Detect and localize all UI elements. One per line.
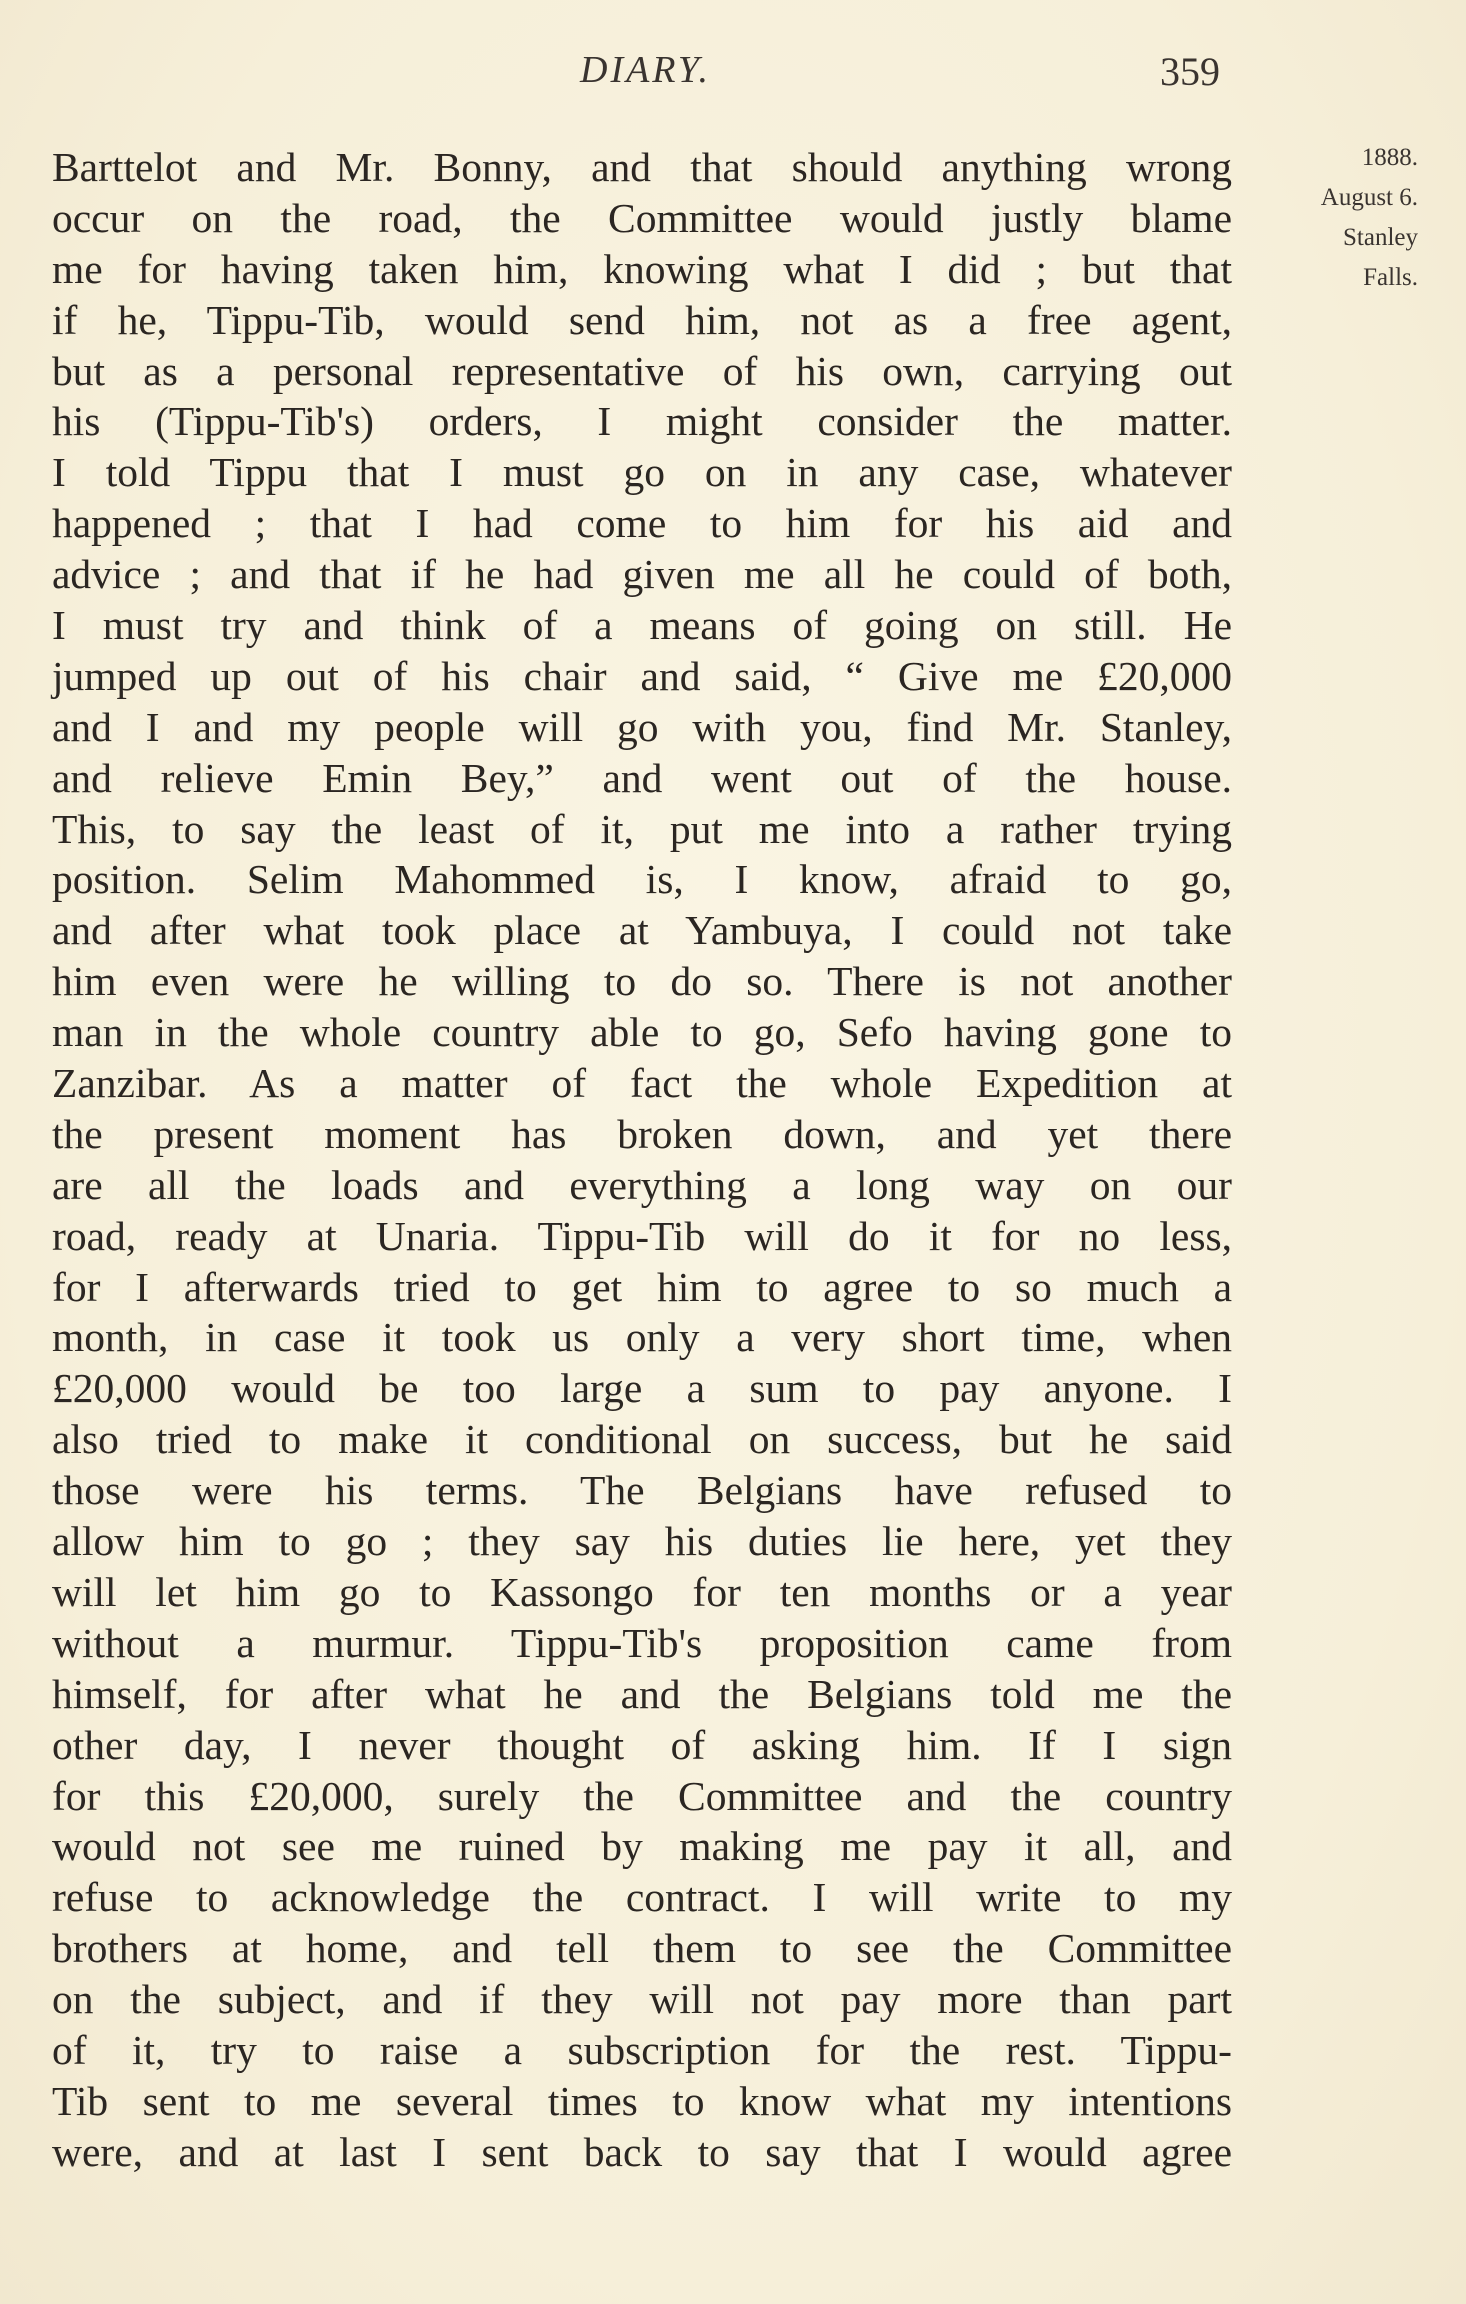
text-line: for this £20,000, surely the Committee and the country bbox=[52, 1772, 1232, 1819]
running-head-title: DIARY. bbox=[580, 49, 711, 91]
text-line: and after what took place at Yambuya, I could not take bbox=[52, 907, 1232, 954]
text-line: Tib sent to me several times to know what my intentions bbox=[52, 2077, 1232, 2124]
text-line: and I and my people will go with you, find Mr. Stanley, bbox=[52, 703, 1232, 750]
text-line: happened ; that I had come to him for his aid and bbox=[52, 500, 1232, 547]
margin-note-place-line-2: Falls. bbox=[1363, 264, 1418, 291]
text-line: for I afterwards tried to get him to agree to so much a bbox=[52, 1263, 1232, 1310]
text-line: if he, Tippu-Tib, would send him, not as a free agent, bbox=[52, 296, 1232, 343]
text-line: without a murmur. Tippu-Tib's proposition came from bbox=[52, 1619, 1232, 1666]
running-head bbox=[0, 48, 1466, 98]
text-line: £20,000 would be too large a sum to pay anyone. I bbox=[52, 1365, 1232, 1412]
text-line: occur on the road, the Committee would justly blame bbox=[52, 194, 1232, 241]
text-line: and relieve Emin Bey,” and went out of the house. bbox=[52, 754, 1232, 801]
text-line: Zanzibar. As a matter of fact the whole Expedition at bbox=[52, 1060, 1232, 1107]
text-line: month, in case it took us only a very short time, when bbox=[52, 1314, 1232, 1361]
text-line: will let him go to Kassongo for ten months or a year bbox=[52, 1568, 1232, 1615]
text-line: I must try and think of a means of going on still. He bbox=[52, 602, 1232, 649]
text-line: his (Tippu-Tib's) orders, I might consider the matter. bbox=[52, 398, 1232, 445]
text-line: the present moment has broken down, and yet there bbox=[52, 1110, 1232, 1157]
body-text bbox=[52, 142, 1232, 2178]
text-line: but as a personal representative of his own, carrying out bbox=[52, 347, 1232, 394]
margin-note bbox=[1218, 138, 1418, 298]
text-line: man in the whole country able to go, Sefo having gone to bbox=[52, 1009, 1232, 1056]
margin-note-year: 1888. bbox=[1361, 144, 1418, 171]
text-line: advice ; and that if he had given me all he could of both, bbox=[52, 551, 1232, 598]
text-line: Barttelot and Mr. Bonny, and that should anything wrong bbox=[52, 144, 1232, 190]
text-line: those were his terms. The Belgians have refused to bbox=[52, 1467, 1232, 1514]
text-line: were, and at last I sent back to say that I would agree bbox=[52, 2128, 1232, 2175]
margin-note-place-line-1: Stanley bbox=[1343, 224, 1418, 251]
text-line: brothers at home, and tell them to see the Committee bbox=[52, 1925, 1232, 1972]
text-line: also tried to make it conditional on success, but he said bbox=[52, 1416, 1232, 1463]
text-line: refuse to acknowledge the contract. I will write to my bbox=[52, 1874, 1232, 1921]
text-line: road, ready at Unaria. Tippu-Tib will do it for no less, bbox=[52, 1212, 1232, 1259]
text-line: are all the loads and everything a long way on our bbox=[52, 1161, 1232, 1208]
text-line: himself, for after what he and the Belgians told me the bbox=[52, 1670, 1232, 1717]
margin-note-date: August 6. bbox=[1320, 184, 1418, 211]
text-line: allow him to go ; they say his duties lie here, yet they bbox=[52, 1518, 1232, 1565]
text-line: me for having taken him, knowing what I did ; but that bbox=[52, 245, 1232, 292]
text-line: on the subject, and if they will not pay more than part bbox=[52, 1976, 1232, 2023]
text-line: I told Tippu that I must go on in any case, whatever bbox=[52, 449, 1232, 496]
text-line: him even were he willing to do so. There is not another bbox=[52, 958, 1232, 1005]
text-line: jumped up out of his chair and said, “ Give me £20,000 bbox=[52, 652, 1232, 699]
text-line: This, to say the least of it, put me into a rather trying bbox=[52, 805, 1232, 852]
text-line: of it, try to raise a subscription for the rest. Tippu- bbox=[52, 2026, 1232, 2073]
text-line: position. Selim Mahommed is, I know, afraid to go, bbox=[52, 856, 1232, 903]
page-number: 359 bbox=[1160, 49, 1220, 94]
text-line: other day, I never thought of asking him. If I sign bbox=[52, 1721, 1232, 1768]
text-line: would not see me ruined by making me pay it all, and bbox=[52, 1823, 1232, 1870]
